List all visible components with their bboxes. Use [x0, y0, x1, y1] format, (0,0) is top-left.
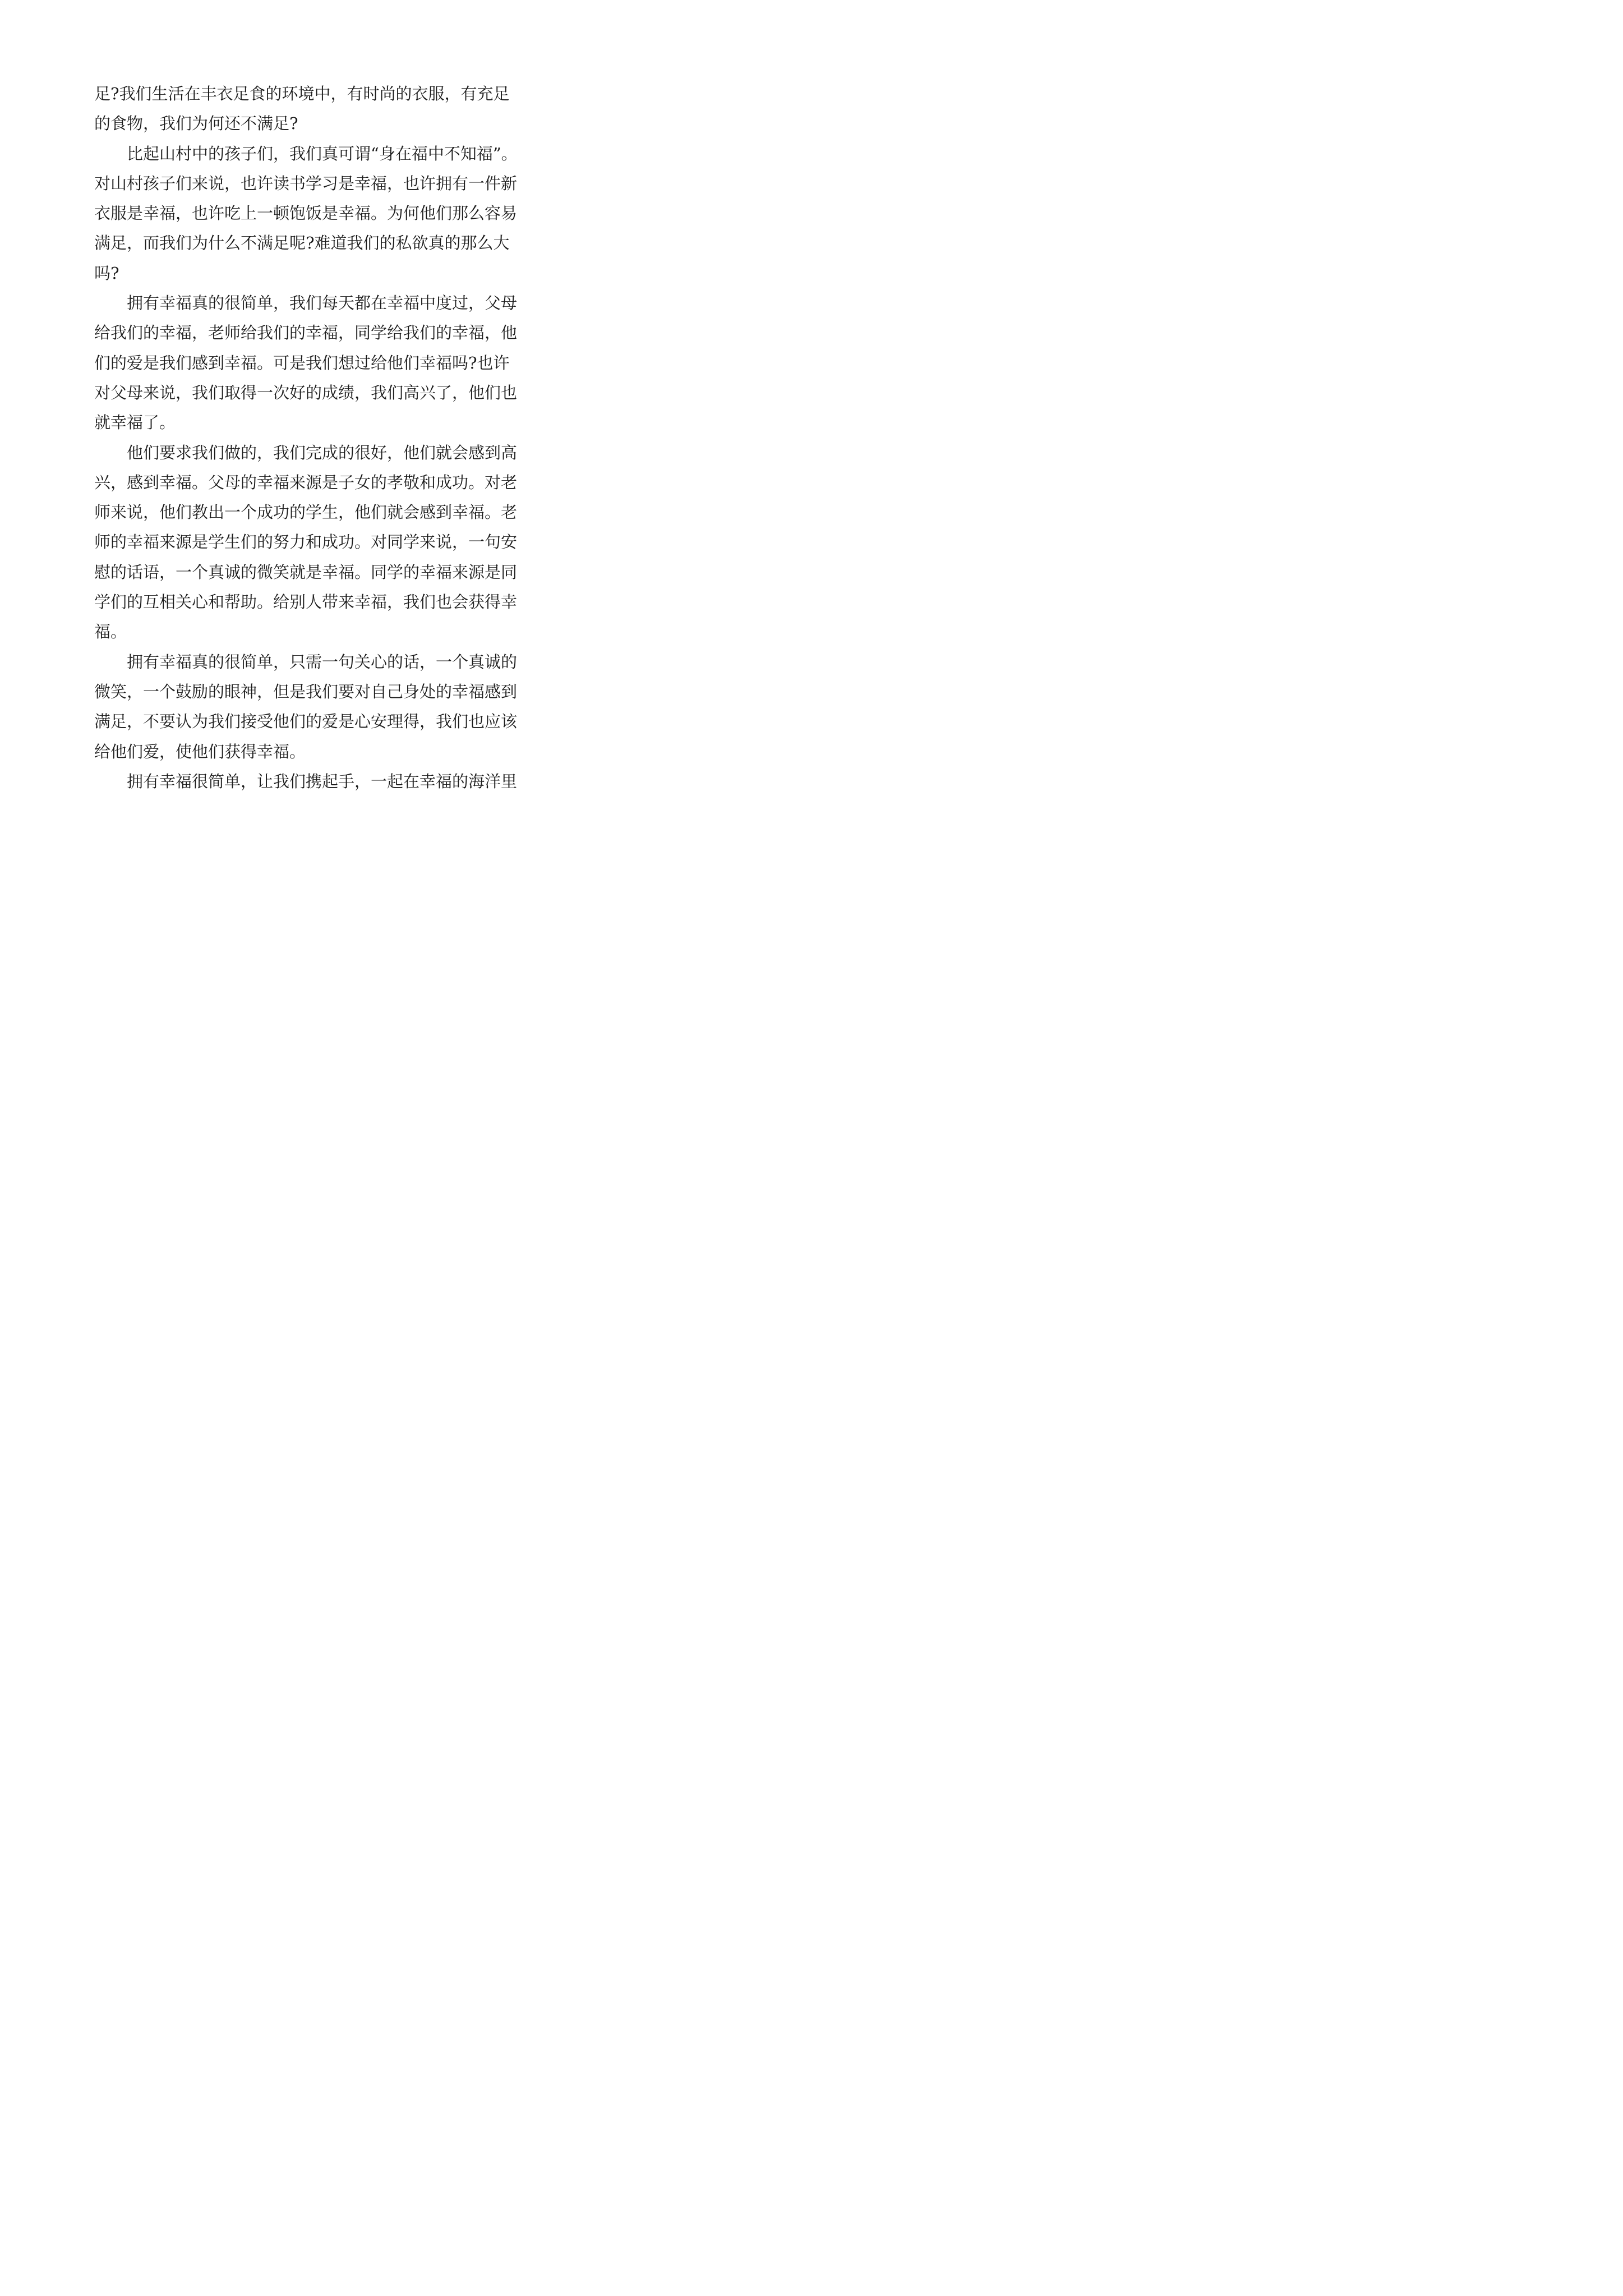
text-line: 慰的话语，一个真诚的微笑就是幸福。同学的幸福来源是同	[94, 562, 518, 582]
text-line: 满足，不要认为我们接受他们的爱是心安理得，我们也应该	[94, 712, 518, 731]
text-line: 师的幸福来源是学生们的努力和成功。对同学来说，一句安	[94, 532, 518, 552]
text-line: 吗?	[94, 263, 119, 283]
text-line: 们的爱是我们感到幸福。可是我们想过给他们幸福吗?也许	[94, 353, 510, 372]
paragraph	[94, 139, 532, 288]
text-line: 兴，感到幸福。父母的幸福来源是子女的孝敬和成功。对老	[94, 472, 518, 492]
text-line: 对山村孩子们来说，也许读书学习是幸福，也许拥有一件新	[94, 173, 518, 193]
text-line: 微笑，一个鼓励的眼神，但是我们要对自己身处的幸福感到	[94, 682, 518, 701]
text-line: 福。	[94, 622, 127, 642]
text-line: 他们要求我们做的，我们完成的很好，他们就会感到高	[127, 443, 518, 462]
document-page	[0, 0, 617, 873]
paragraph	[94, 438, 532, 647]
document-body	[94, 79, 532, 797]
text-line: 拥有幸福很简单，让我们携起手，一起在幸福的海洋里	[127, 771, 518, 791]
text-line: 师来说，他们教出一个成功的学生，他们就会感到幸福。老	[94, 503, 518, 522]
paragraph	[94, 647, 532, 767]
text-line: 满足，而我们为什么不满足呢?难道我们的私欲真的那么大	[94, 233, 510, 253]
text-line: 给他们爱，使他们获得幸福。	[94, 742, 306, 761]
paragraph	[94, 288, 532, 438]
text-line: 拥有幸福真的很简单，只需一句关心的话，一个真诚的	[127, 652, 518, 671]
text-line: 衣服是幸福，也许吃上一顿饱饭是幸福。为何他们那么容易	[94, 204, 518, 223]
text-line: 拥有幸福真的很简单，我们每天都在幸福中度过，父母	[127, 293, 518, 313]
text-line: 足?我们生活在丰衣足食的环境中，有时尚的衣服，有充足	[94, 84, 510, 103]
paragraph	[94, 79, 532, 139]
text-line: 学们的互相关心和帮助。给别人带来幸福，我们也会获得幸	[94, 592, 518, 612]
text-line: 比起山村中的孩子们，我们真可谓“身在福中不知福”。	[127, 144, 518, 163]
text-line: 的食物，我们为何还不满足?	[94, 114, 298, 134]
text-line: 就幸福了。	[94, 413, 176, 432]
text-line: 对父母来说，我们取得一次好的成绩，我们高兴了，他们也	[94, 383, 518, 402]
paragraph	[94, 767, 532, 797]
text-line: 给我们的幸福，老师给我们的幸福，同学给我们的幸福，他	[94, 323, 518, 343]
